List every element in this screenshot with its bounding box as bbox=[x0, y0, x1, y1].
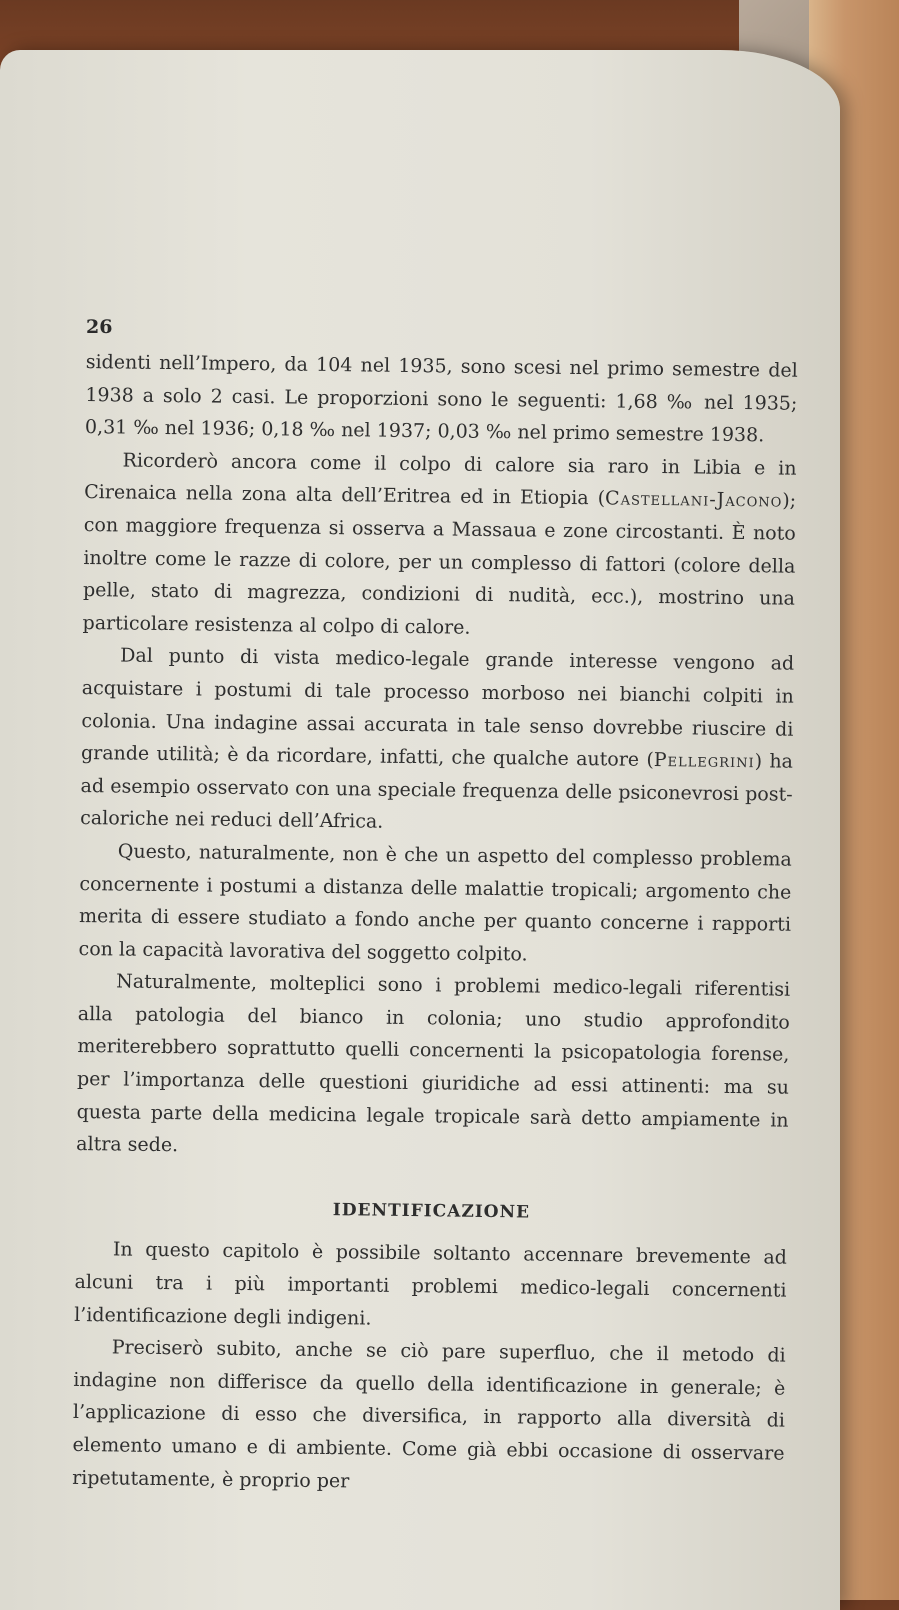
author-name: Castellani-Jacono bbox=[604, 487, 783, 512]
book-page bbox=[0, 50, 840, 1610]
paragraph-3: Dal punto di vista medico-legale grande interesse vengono ad acquistare i postumi di tale processo morboso nei bianchi colpiti in colonia. Una indagine assai accurata in tale senso dovrebbe riuscire di grande utilità; è da ricordare, infatti, che qualche autore (Pellegrini) ha ad esempio osservato con una speciale frequenza delle psiconevrosi post-caloriche nei reduci dell’Africa. bbox=[80, 644, 795, 833]
page-number: 26 bbox=[86, 316, 113, 338]
section-heading: IDENTIFICAZIONE bbox=[332, 1199, 531, 1223]
author-name: Pellegrini bbox=[653, 749, 755, 773]
page-text bbox=[72, 346, 798, 1503]
section-paragraph-1: In questo capitolo è possibile soltanto accennare brevemente ad alcuni tra i più importanti problemi medico-legali concernenti l’identificazione degli indigeni. bbox=[74, 1238, 788, 1330]
section-paragraph-2: Preciserò subito, anche se ciò pare superfluo, che il metodo di indagine non differisce da quello della identificazione in generale; è l’applicazione di esso che diversifica, in rapporto alla diversità di elemento umano e di ambiente. Come già ebbi occasione di osservare ripetutamente, è proprio per bbox=[72, 1336, 786, 1492]
paragraph-1: sidenti nell’Impero, da 104 nel 1935, sono scesi nel primo semestre del 1938 a solo 2 casi. Le proporzioni sono le seguenti: 1,68 ‰ nel 1935; 0,31 ‰ nel 1936; 0,18 ‰ nel 1937; 0,03 ‰ nel primo semestre 1938. bbox=[84, 350, 798, 447]
paragraph-5: Naturalmente, molteplici sono i problemi medico-legali riferentisi alla patologia del bianco in colonia; uno studio approfondito meriterebbero soprattutto quelli concernenti la psicopatologia forense, per l’importanza delle questioni giuridiche ad essi attinenti: ma su questa parte della medicina legale tropicale sarà detto ampiamente in altra sede. bbox=[76, 970, 791, 1157]
paragraph-4: Questo, naturalmente, non è che un aspetto del complesso problema concernente i postumi a distanza delle malattie tropicali; argomento che merita di essere studiato a fondo anche per quanto concerne i rapporti con la capacità lavorativa del soggetto colpito. bbox=[78, 840, 792, 966]
paragraph-2: Ricorderò ancora come il colpo di calore sia raro in Libia e in Cirenaica nella zona alta dell’Eritrea ed in Etiopia (Castellani-Jacono); con maggiore frequenza si osserva a Massaua e zone circostanti. È noto inoltre come le razze di colore, per un complesso di fattori (colore della pelle, stato di magrezza, condizioni di nudità, ecc.), mostrino una particolare resistenza al colpo di calore. bbox=[82, 449, 797, 639]
